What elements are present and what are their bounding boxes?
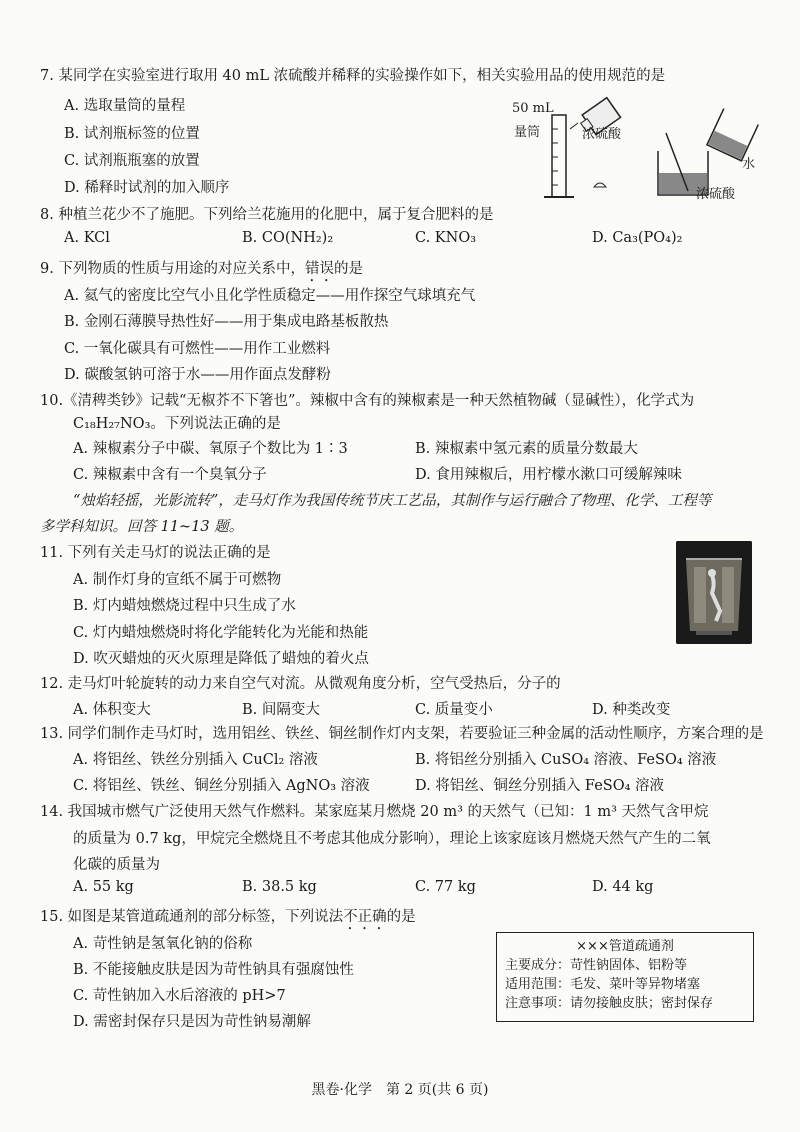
q7-option-a: A. 选取量筒的量程 — [64, 98, 186, 114]
product-label-ingredients: 主要成分：苛性钠固体、铝粉等 — [505, 958, 688, 973]
intro-line1: “烛焰轻摇，光影流转”，走马灯作为我国传统节庆工艺品，其制作与运行融合了物理、化学、工程等 — [73, 493, 712, 509]
q9-stem-suffix: 的是 — [333, 261, 363, 277]
q10-option-c: C. 辣椒素中含有一个臭氧分子 — [73, 467, 267, 483]
q15-option-d: D. 需密封保存只是因为苛性钠易潮解 — [73, 1014, 311, 1030]
q13-option-c: C. 将铝丝、铁丝、铜丝分别插入 AgNO₃ 溶液 — [73, 778, 370, 794]
q10-option-a: A. 辣椒素分子中碳、氧原子个数比为 1∶3 — [73, 441, 348, 457]
product-label-box — [496, 932, 754, 1022]
product-label-title: ×××管道疏通剂 — [576, 939, 674, 954]
q14-stem-line2: 的质量为 0.7 kg，甲烷完全燃烧且不考虑其他成分影响），理论上该家庭该月燃烧天然气产生的二氧 — [73, 831, 711, 847]
q10-option-b: B. 辣椒素中氢元素的质量分数最大 — [415, 441, 638, 457]
q12-option-a: A. 体积变大 — [73, 702, 151, 718]
q8-stem: 8. 种植兰花少不了施肥。下列给兰花施用的化肥中，属于复合肥料的是 — [40, 207, 494, 223]
q15-stem-prefix: 15. 如图是某管道疏通剂的部分标签，下列说法 — [40, 909, 344, 925]
q14-stem-line3: 化碳的质量为 — [73, 857, 160, 873]
q7-lab-diagram — [508, 95, 768, 205]
q11-stem: 11. 下列有关走马灯的说法正确的是 — [40, 545, 271, 561]
q14-stem-line1: 14. 我国城市燃气广泛使用天然气作燃料。某家庭某月燃烧 20 m³ 的天然气（已知：1 m³ 天然气含甲烷 — [40, 804, 709, 820]
q9-stem-prefix: 9. 下列物质的性质与用途的对应关系中， — [40, 261, 305, 277]
q11-option-c: C. 灯内蜡烛燃烧时将化学能转化为光能和热能 — [73, 625, 369, 641]
q12-stem: 12. 走马灯叶轮旋转的动力来自空气对流。从微观角度分析，空气受热后，分子的 — [40, 676, 561, 692]
q15-stem — [40, 905, 416, 933]
q7-stem: 7. 某同学在实验室进行取用 40 mL 浓硫酸并稀释的实验操作如下，相关实验用品的使用规范的是 — [40, 68, 666, 84]
q7-option-c: C. 试剂瓶瓶塞的放置 — [64, 153, 200, 169]
page-footer: 黑卷·化学 第 2 页(共 6 页) — [311, 1082, 489, 1098]
q14-option-b: B. 38.5 kg — [242, 879, 317, 895]
q8-option-d: D. Ca₃(PO₄)₂ — [592, 230, 683, 246]
q7-option-b: B. 试剂瓶标签的位置 — [64, 126, 200, 142]
q10-option-d: D. 食用辣椒后，用柠檬水漱口可缓解辣味 — [415, 467, 682, 483]
q14-option-a: A. 55 kg — [73, 879, 134, 895]
q9-option-c: C. 一氧化碳具有可燃性——用作工业燃料 — [64, 341, 331, 357]
q9-option-d: D. 碳酸氢钠可溶于水——用作面点发酵粉 — [64, 367, 331, 383]
q11-option-d: D. 吹灭蜡烛的灭火原理是降低了蜡烛的着火点 — [73, 651, 369, 667]
product-label-scope: 适用范围：毛发、菜叶等异物堵塞 — [505, 977, 701, 992]
q8-option-a: A. KCl — [64, 230, 110, 246]
q7-option-d: D. 稀释时试剂的加入顺序 — [64, 180, 230, 196]
q15-option-c: C. 苛性钠加入水后溶液的 pH>7 — [73, 988, 286, 1004]
q9-option-b: B. 金刚石薄膜导热性好——用于集成电路基板散热 — [64, 314, 389, 330]
product-label-notes: 注意事项：请勿接触皮肤；密封保存 — [505, 996, 714, 1011]
q14-option-d: D. 44 kg — [592, 879, 654, 895]
q15-option-a: A. 苛性钠是氢氧化钠的俗称 — [73, 936, 253, 952]
q13-option-a: A. 将铝丝、铁丝分别插入 CuCl₂ 溶液 — [73, 752, 318, 768]
q15-stem-suffix: 的是 — [386, 909, 416, 925]
q13-option-d: D. 将铝丝、铜丝分别插入 FeSO₄ 溶液 — [415, 778, 665, 794]
q15-option-b: B. 不能接触皮肤是因为苛性钠具有强腐蚀性 — [73, 962, 354, 978]
cylinder-capacity-label: 50 mL — [512, 101, 554, 116]
q8-option-c: C. KNO₃ — [415, 230, 477, 246]
q13-stem: 13. 同学们制作走马灯时，选用铝丝、铁丝、铜丝制作灯内支架，若要验证三种金属的活动性顺序，方案合理的是 — [40, 726, 764, 742]
cylinder-label: 量筒 — [514, 125, 541, 140]
q12-option-b: B. 间隔变大 — [242, 702, 320, 718]
q8-option-b: B. CO(NH₂)₂ — [242, 230, 334, 246]
q15-stem-emphasis: 不正确 — [343, 909, 387, 925]
q14-option-c: C. 77 kg — [415, 879, 476, 895]
water-label: 水 — [742, 157, 756, 172]
q9-stem — [40, 257, 363, 285]
intro-line2: 多学科知识。回答 11~13 题。 — [40, 519, 244, 535]
q10-stem-line1: 10.《清稗类钞》记载“无椒芥不下箸也”。辣椒中含有的辣椒素是一种天然植物碱（显碱性），化学式为 — [40, 393, 695, 409]
q11-option-a: A. 制作灯身的宣纸不属于可燃物 — [73, 572, 282, 588]
q11-option-b: B. 灯内蜡烛燃烧过程中只生成了水 — [73, 598, 296, 614]
q12-option-c: C. 质量变小 — [415, 702, 493, 718]
q13-option-b: B. 将铝丝分别插入 CuSO₄ 溶液、FeSO₄ 溶液 — [415, 752, 717, 768]
q9-stem-emphasis: 错误 — [304, 261, 334, 277]
lantern-photo — [676, 541, 752, 644]
q10-stem-line2: C₁₈H₂₇NO₃。下列说法正确的是 — [73, 416, 281, 432]
acid-bottle-label: 浓硫酸 — [582, 127, 622, 142]
q9-option-a: A. 氦气的密度比空气小且化学性质稳定——用作探空气球填充气 — [64, 288, 476, 304]
q12-option-d: D. 种类改变 — [592, 702, 671, 718]
acid-beaker-label: 浓硫酸 — [696, 187, 736, 202]
